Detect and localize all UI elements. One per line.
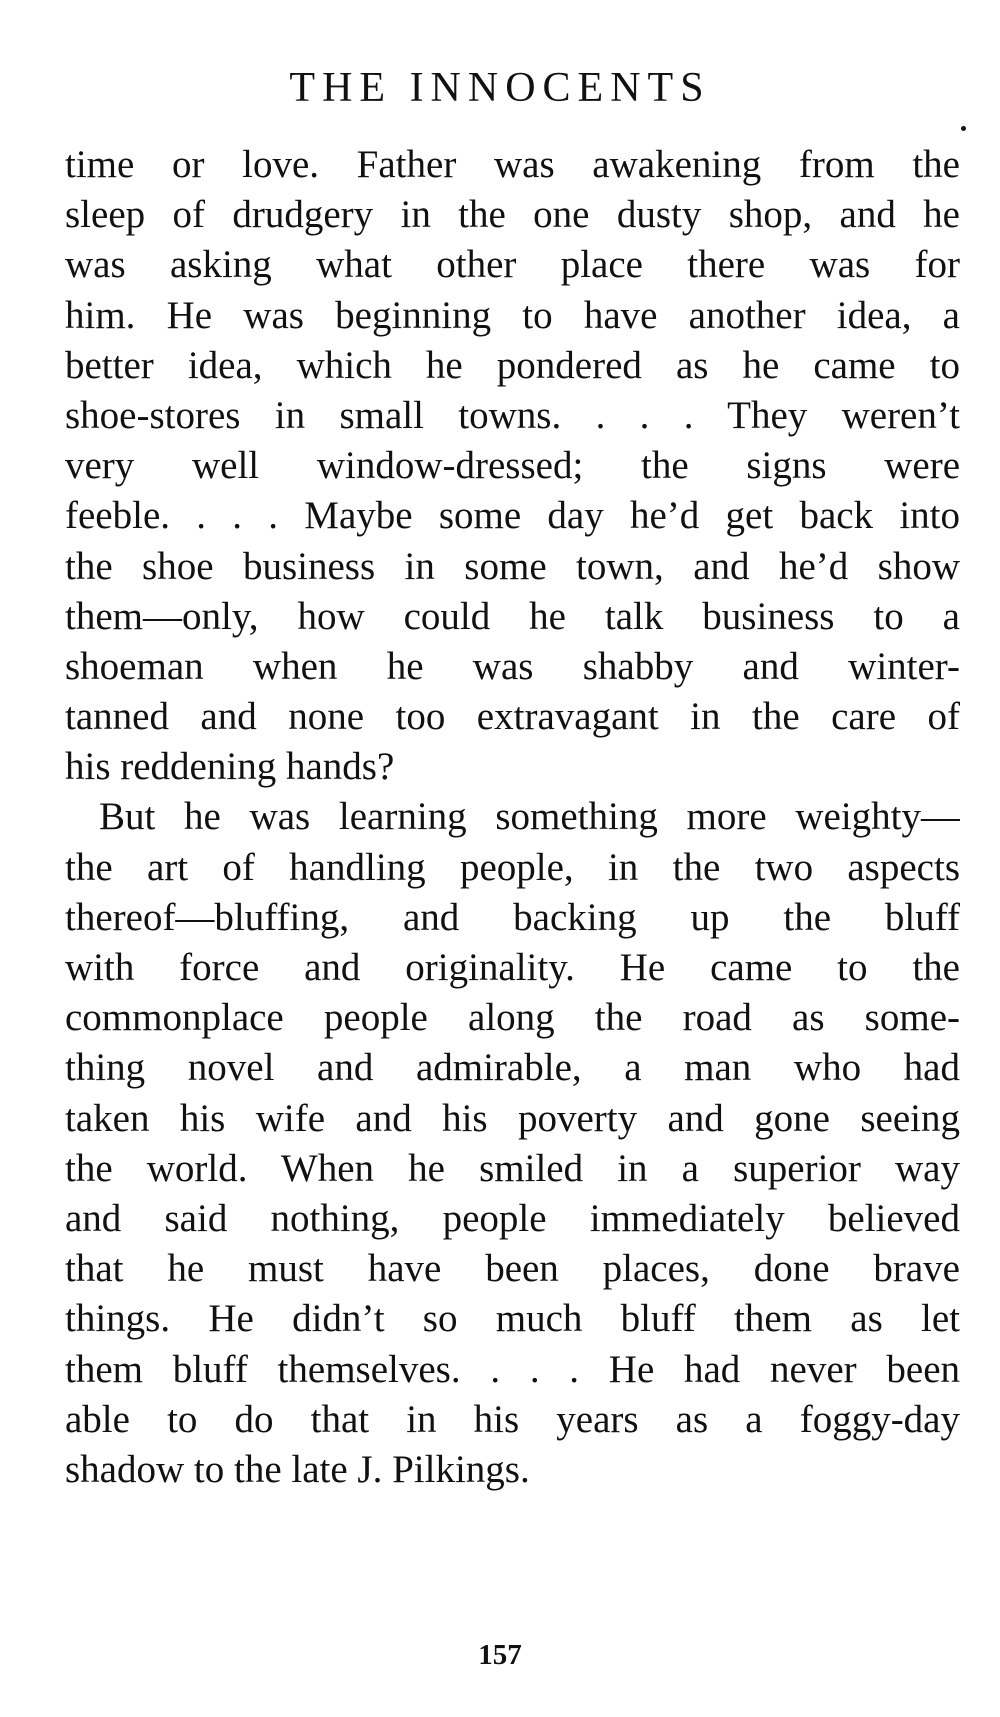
text-line: was asking what other place there was for bbox=[65, 243, 960, 287]
text-line: shoeman when he was shabby and winter- bbox=[65, 644, 960, 688]
text-line: them bluff themselves. . . . He had never been bbox=[65, 1347, 960, 1391]
text-line: time or love. Father was awakening from the bbox=[65, 143, 960, 186]
text-line: with force and originality. He came to the bbox=[65, 946, 960, 989]
text-line: shadow to the late J. Pilkings. bbox=[65, 1447, 530, 1491]
text-line: commonplace people along the road as some- bbox=[65, 996, 960, 1040]
text-line: that he must have been places, done brave bbox=[65, 1247, 960, 1291]
text-line: shoe-stores in small towns. . . . They weren’t bbox=[65, 393, 960, 437]
text-line: the world. When he smiled in a superior way bbox=[65, 1146, 960, 1190]
text-line: feeble. . . . Maybe some day he’d get back into bbox=[65, 494, 960, 538]
text-line: sleep of drudgery in the one dusty shop, and he bbox=[65, 193, 960, 237]
text-line: tanned and none too extravagant in the care of bbox=[65, 695, 960, 739]
text-line: better idea, which he pondered as he came to bbox=[65, 343, 960, 387]
text-line: But he was learning something more weighty— bbox=[99, 795, 960, 839]
text-line: and said nothing, people immediately believed bbox=[65, 1196, 960, 1240]
text-line: taken his wife and his poverty and gone seeing bbox=[65, 1096, 960, 1140]
page-number: 157 bbox=[478, 1639, 522, 1671]
text-line: thing novel and admirable, a man who had bbox=[65, 1046, 960, 1090]
paragraph bbox=[65, 792, 960, 1495]
paragraph bbox=[65, 140, 960, 792]
body-text bbox=[65, 140, 960, 1495]
text-line: thereof—bluffing, and backing up the bluff bbox=[65, 895, 960, 939]
text-line: the art of handling people, in the two aspects bbox=[65, 845, 960, 889]
text-line: things. He didn’t so much bluff them as let bbox=[65, 1297, 960, 1341]
text-line: his reddening hands? bbox=[65, 745, 395, 789]
text-line: him. He was beginning to have another idea, a bbox=[65, 293, 960, 337]
ink-speck bbox=[961, 126, 966, 131]
text-line: the shoe business in some town, and he’d show bbox=[65, 544, 960, 588]
text-line: able to do that in his years as a foggy-day bbox=[65, 1397, 960, 1441]
text-line: them—only, how could he talk business to a bbox=[65, 594, 960, 638]
running-head: THE INNOCENTS bbox=[289, 65, 711, 111]
text-line: very well window-dressed; the signs were bbox=[65, 444, 960, 488]
